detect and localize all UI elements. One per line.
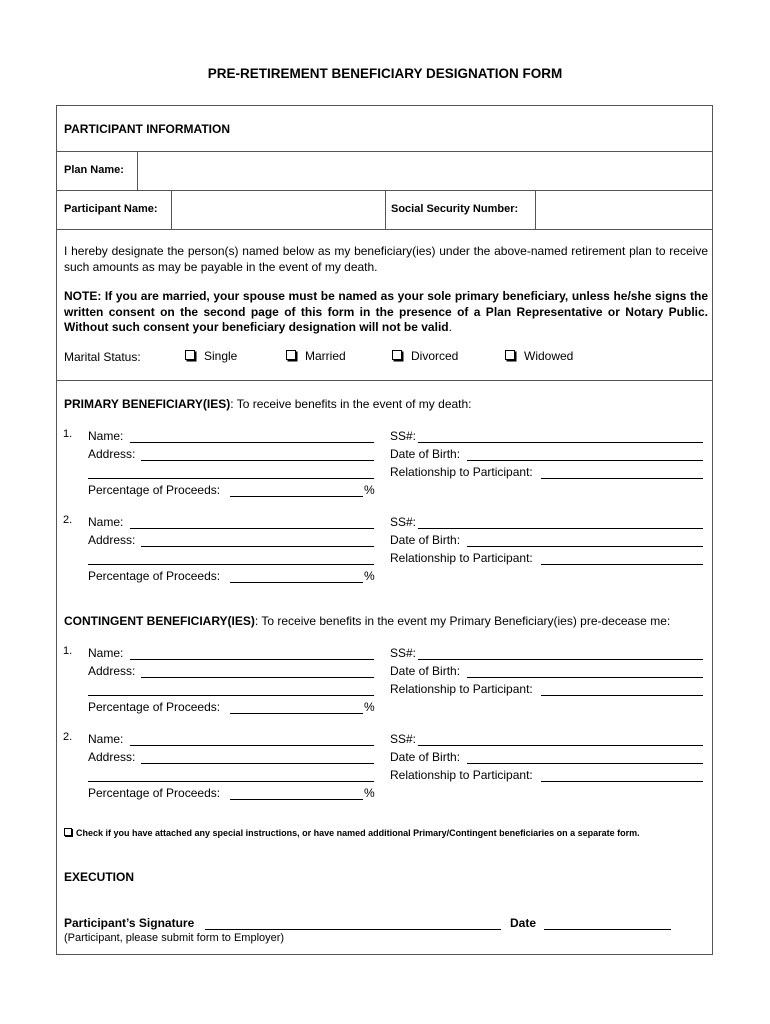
- divider: [57, 380, 712, 381]
- divider: [385, 190, 386, 229]
- checkbox-icon[interactable]: [286, 350, 296, 360]
- address-line-2[interactable]: [88, 478, 374, 479]
- signature-label: Participant’s Signature: [64, 916, 195, 930]
- percent-sign: %: [364, 569, 375, 583]
- marital-status-label: Marital Status:: [64, 350, 141, 364]
- participant-info-heading: PARTICIPANT INFORMATION: [64, 122, 230, 136]
- address-line-2[interactable]: [88, 781, 374, 782]
- address-line-2[interactable]: [88, 695, 374, 696]
- date-label: Date: [510, 916, 537, 930]
- relationship-label: Relationship to Participant:: [390, 465, 533, 479]
- signature-note: (Participant, please submit form to Employer): [64, 932, 285, 944]
- relationship-label: Relationship to Participant:: [390, 768, 533, 782]
- contingent-heading: CONTINGENT BENEFICIARY(IES): To receive benefits in the event my Primary Beneficiary(ies) pre-decease me:: [64, 614, 671, 628]
- ss-label: SS#:: [390, 429, 417, 443]
- form-title: PRE-RETIREMENT BENEFICIARY DESIGNATION FORM: [207, 66, 563, 81]
- name-label: Name:: [88, 646, 124, 660]
- address-line-2[interactable]: [88, 564, 374, 565]
- marital-option-divorced[interactable]: Divorced: [392, 349, 458, 363]
- ssn-label: Social Security Number:: [391, 203, 519, 215]
- ss-line[interactable]: [418, 659, 703, 660]
- marital-option-single[interactable]: Single: [185, 349, 237, 363]
- ss-label: SS#:: [390, 646, 417, 660]
- date-line[interactable]: [544, 929, 671, 930]
- checkbox-icon[interactable]: [505, 350, 515, 360]
- ss-line[interactable]: [418, 442, 703, 443]
- name-label: Name:: [88, 732, 124, 746]
- marital-option-widowed[interactable]: Widowed: [505, 349, 573, 363]
- relationship-line[interactable]: [541, 564, 703, 565]
- form-frame: [56, 105, 713, 955]
- checkbox-icon[interactable]: [64, 828, 72, 836]
- dob-label: Date of Birth:: [390, 664, 461, 678]
- checkbox-icon[interactable]: [392, 350, 402, 360]
- percentage-line[interactable]: [230, 496, 363, 497]
- name-line[interactable]: [130, 528, 374, 529]
- divider: [57, 229, 712, 230]
- relationship-label: Relationship to Participant:: [390, 551, 533, 565]
- address-line[interactable]: [141, 677, 374, 678]
- dob-line[interactable]: [467, 460, 703, 461]
- relationship-line[interactable]: [541, 478, 703, 479]
- percent-sign: %: [364, 700, 375, 714]
- percentage-label: Percentage of Proceeds:: [88, 786, 221, 800]
- ss-label: SS#:: [390, 515, 417, 529]
- percentage-label: Percentage of Proceeds:: [88, 700, 221, 714]
- name-line[interactable]: [130, 745, 374, 746]
- percentage-label: Percentage of Proceeds:: [88, 569, 221, 583]
- percent-sign: %: [364, 483, 375, 497]
- address-label: Address:: [88, 447, 136, 461]
- percentage-line[interactable]: [230, 799, 363, 800]
- percentage-line[interactable]: [230, 713, 363, 714]
- name-line[interactable]: [130, 442, 374, 443]
- dob-line[interactable]: [467, 677, 703, 678]
- special-instructions-check[interactable]: Check if you have attached any special instructions, or have named additional Primary/Contingent beneficiaries on a separate form.: [64, 828, 640, 838]
- percentage-line[interactable]: [230, 582, 363, 583]
- percent-sign: %: [364, 786, 375, 800]
- address-line[interactable]: [141, 546, 374, 547]
- entry-number: 2.: [63, 514, 73, 526]
- plan-name-label: Plan Name:: [64, 164, 124, 176]
- dob-label: Date of Birth:: [390, 533, 461, 547]
- participant-name-label: Participant Name:: [64, 203, 158, 215]
- name-label: Name:: [88, 515, 124, 529]
- entry-number: 1.: [63, 645, 73, 657]
- name-label: Name:: [88, 429, 124, 443]
- address-line[interactable]: [141, 460, 374, 461]
- name-line[interactable]: [130, 659, 374, 660]
- dob-line[interactable]: [467, 763, 703, 764]
- address-line[interactable]: [141, 763, 374, 764]
- entry-number: 2.: [63, 731, 73, 743]
- relationship-line[interactable]: [541, 781, 703, 782]
- spouse-note: NOTE: If you are married, your spouse must be named as your sole primary beneficiary, unless he/she signs the written consent on the second page of this form in the presence of a Plan Representative or Notary Public. Without such consent your beneficiary designation will not be valid.: [64, 289, 708, 334]
- relationship-label: Relationship to Participant:: [390, 682, 533, 696]
- address-label: Address:: [88, 664, 136, 678]
- address-label: Address:: [88, 750, 136, 764]
- checkbox-icon[interactable]: [185, 350, 195, 360]
- ssn-field[interactable]: [536, 191, 712, 228]
- address-label: Address:: [88, 533, 136, 547]
- dob-label: Date of Birth:: [390, 447, 461, 461]
- relationship-line[interactable]: [541, 695, 703, 696]
- participant-name-field[interactable]: [172, 191, 385, 228]
- dob-line[interactable]: [467, 546, 703, 547]
- marital-option-married[interactable]: Married: [286, 349, 346, 363]
- ss-line[interactable]: [418, 745, 703, 746]
- execution-heading: EXECUTION: [64, 870, 135, 884]
- ss-line[interactable]: [418, 528, 703, 529]
- entry-number: 1.: [63, 428, 73, 440]
- ss-label: SS#:: [390, 732, 417, 746]
- designation-text: I hereby designate the person(s) named below as my beneficiary(ies) under the above-named retirement plan to receive such amounts as may be payable in the event of my death.: [64, 244, 708, 274]
- dob-label: Date of Birth:: [390, 750, 461, 764]
- plan-name-field[interactable]: [138, 152, 712, 189]
- signature-line[interactable]: [205, 929, 501, 930]
- percentage-label: Percentage of Proceeds:: [88, 483, 221, 497]
- primary-heading: PRIMARY BENEFICIARY(IES): To receive benefits in the event of my death:: [64, 397, 472, 411]
